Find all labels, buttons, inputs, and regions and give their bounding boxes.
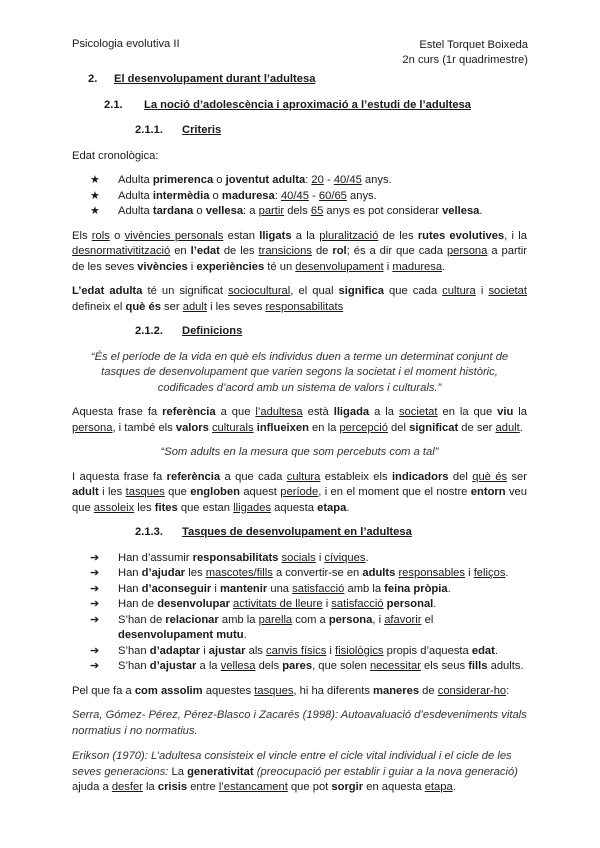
section-heading-2-1-1: 2.1.1. Criteris — [135, 124, 222, 136]
header-author: Estel Torquet Boixeda — [419, 39, 528, 51]
paragraph-indicadors: I aquesta frase fa referència a que cada cultura estableix els indicadors del què és ser adult i les tasques que engloben aquest període, i en el moment que el nostre entorn veu que assoleix les fites que estan lligades aquesta etapa. — [72, 470, 527, 514]
edat-label: Edat cronològica: — [72, 149, 159, 162]
citation-erikson: Erikson (1970): L’adultesa consisteix el vincle entre el cicle vital individual i el cicle de les seves generacions: La generativitat (preocupació per establir i guiar a la nova generació) ajuda a desfer la crisis entre l’estancament que pot sorgir en aquesta etapa. — [72, 750, 518, 793]
age-list — [72, 173, 527, 220]
arrow-icon: ➔ — [90, 598, 100, 610]
tasks-list — [72, 551, 527, 675]
list-item: ➔ S’han de relacionar amb la parella com a persona, i afavorir el desenvolupament mutu. — [90, 613, 434, 641]
paragraph-rols: Els rols o vivències personals estan lligats a la pluralització de les rutes evolutives, i la desnormativitització en l’edat de les transicions de rol; és a dir que cada persona a partir de les seves vivències i experiències té un desenvolupament i maduresa. — [72, 229, 528, 273]
list-item: ➔ Han d’assumir responsabilitats socials i cíviques. — [90, 551, 527, 567]
list-item: ➔ S’han d’adaptar i ajustar als canvis físics i fisiològics propis d’aquesta edat. — [90, 644, 527, 660]
list-item: ➔ Han d’ajudar les mascotes/fills a convertir-se en adults responsables i feliços. — [90, 566, 527, 582]
list-item: ➔ Han d’aconseguir i mantenir una satisfacció amb la feina pròpia. — [90, 582, 527, 598]
paragraph-referencia: Aquesta frase fa referència a que l’adultesa està lligada a la societat en la que viu la persona, i també els valors culturals influeixen en la percepció del significat de ser adult. — [72, 406, 527, 434]
paragraph-maneres: Pel que fa a com assolim aquestes tasques, hi ha diferents maneres de considerar-ho: — [72, 684, 510, 697]
citation-serra: Serra, Gómez- Pérez, Pérez-Blasco i Zacarés (1998): Autoavaluació d’esdeveniments vitals normatius i no normatius. — [72, 709, 527, 737]
section-heading-2: 2. El desenvolupament durant l’adultesa — [88, 73, 316, 85]
list-item: ★ Adulta primerenca o joventut adulta: 20 - 40/45 anys. — [90, 173, 527, 189]
quote-definition: “És el període de la vida en què els individus duen a terme un determinat conjunt de tasques de desenvolupament que varien segons la societat i el moment històric, codificades d’acord amb un sistema de valors i culturals.” — [90, 350, 509, 394]
star-icon: ★ — [90, 189, 101, 202]
star-icon: ★ — [90, 205, 101, 217]
list-item: ★ Adulta tardana o vellesa: a partir dels 65 anys es pot considerar vellesa. — [90, 204, 527, 220]
star-icon: ★ — [90, 174, 101, 186]
document-body — [72, 72, 527, 806]
section-heading-2-1: 2.1. La noció d’adolescència i aproximació a l’estudi de l’adultesa — [104, 98, 472, 111]
arrow-icon: ➔ — [90, 582, 100, 595]
arrow-icon: ➔ — [90, 551, 100, 564]
list-item: ➔ S’han d’ajustar a la vellesa dels pares, que solen necessitar els seus fills adults. — [90, 659, 527, 675]
list-item: ★ Adulta intermèdia o maduresa: 40/45 - 60/65 anys. — [90, 189, 527, 205]
quote-adults: “Som adults en la mesura que som percebuts com a tal” — [160, 446, 439, 458]
section-heading-2-1-2: 2.1.2. Definicions — [135, 325, 243, 337]
arrow-icon: ➔ — [90, 660, 100, 672]
header-subject: Psicologia evolutiva II — [72, 38, 180, 50]
arrow-icon: ➔ — [90, 567, 100, 579]
list-item: ➔ Han de desenvolupar activitats de lleure i satisfacció personal. — [90, 597, 527, 613]
header-term: 2n curs (1r quadrimestre) — [402, 54, 528, 66]
arrow-icon: ➔ — [90, 613, 100, 626]
section-heading-2-1-3: 2.1.3. Tasques de desenvolupament en l’adultesa — [135, 526, 412, 538]
paragraph-edat-adulta: L’edat adulta té un significat sociocultural, el qual significa que cada cultura i societat defineix el què és ser adult i les seves responsabilitats — [72, 285, 527, 313]
header-author-block — [402, 38, 528, 68]
arrow-icon: ➔ — [90, 644, 100, 657]
